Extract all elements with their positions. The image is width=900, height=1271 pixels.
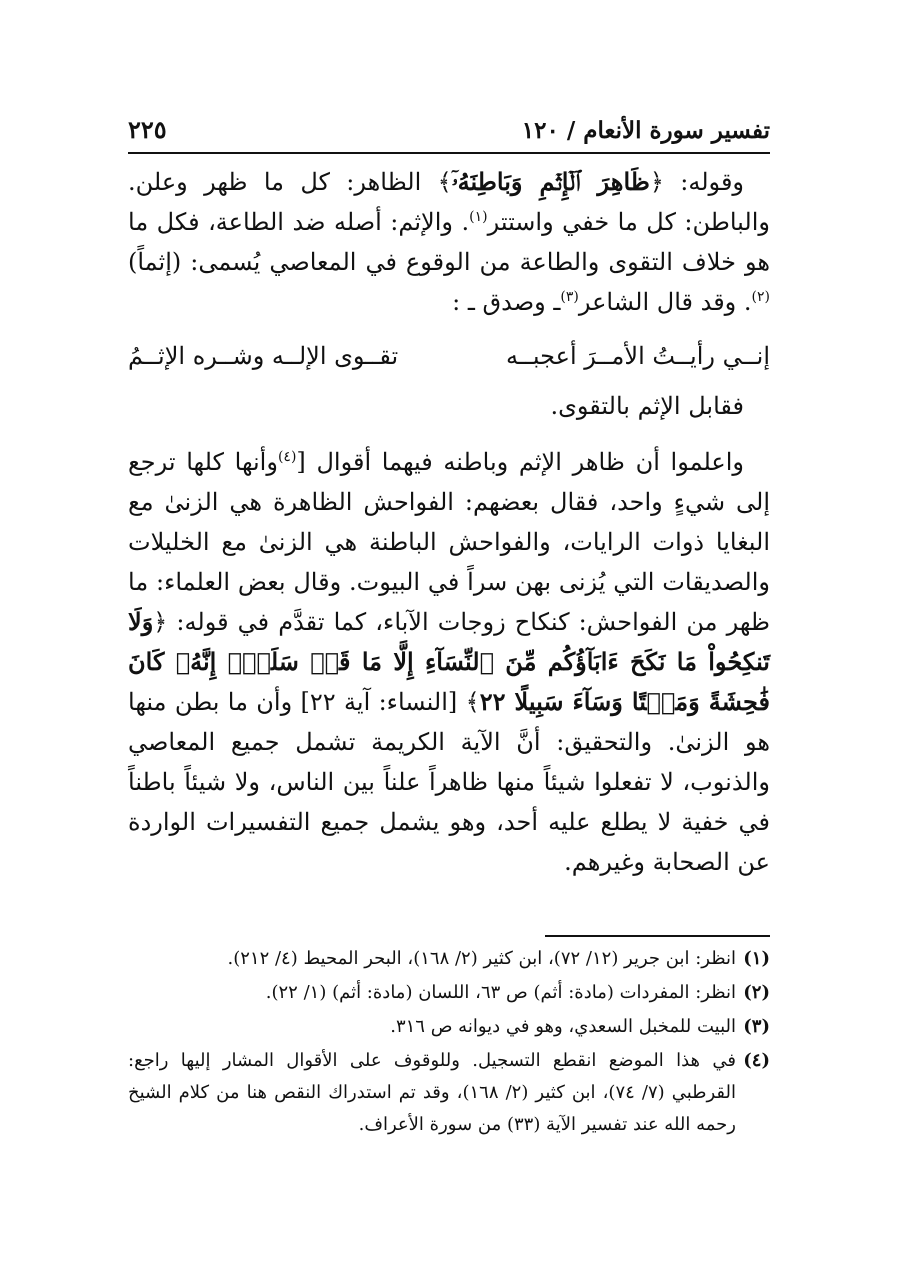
footnote-separator [545, 935, 770, 937]
footnote-text: البيت للمخبل السعدي، وهو في ديوانه ص ٣١٦. [390, 1016, 736, 1037]
p1-text-c: . والإثم: أصله ضد الطاعة، فكل ما هو خلاف التقوى والطاعة من الوقوع في المعاصي يُسمى: (إثماً) [128, 208, 770, 276]
footnote-2 [128, 977, 770, 1009]
footnote-text: في هذا الموضع انقطع التسجيل. وللوقوف على الأقوال المشار إليها راجع: القرطبي (٧/ ٧٤)، ابن كثير (٢/ ١٦٨)، وقد تم استدراك النقص هنا من كلام الشيخ رحمه الله عند تفسير الآية (٣٣) من سورة الأعراف. [128, 1050, 736, 1135]
footnote-number: (٣) [743, 1016, 770, 1037]
paragraph-3 [128, 442, 770, 882]
paragraph-2: فقابل الإثم بالتقوى. [550, 392, 744, 420]
footnote-text: انظر: المفردات (مادة: أثم) ص ٦٣، اللسان (مادة: أثم) (١/ ٢٢). [265, 982, 736, 1003]
verse-first-hemistich: إنــي رأيــتُ الأمــرَ أعجبــه [505, 342, 770, 370]
verse-second-hemistich: تقــوى الإلــه وشــره الإثــمُ [128, 342, 399, 370]
footnote-number: (١) [743, 948, 770, 969]
p1-text-e: ـ وصدق ـ : [452, 288, 561, 316]
paragraph-1 [128, 162, 770, 322]
header-title: تفسير سورة الأنعام / ١٢٠ [521, 117, 770, 144]
footnote-number: (٢) [743, 982, 770, 1003]
quran-quote-1: ظَاهِرَ ٱلۡإِثۡمِ وَبَاطِنَهُۥٓ [451, 167, 650, 196]
poetry-verse [128, 336, 770, 376]
main-text [128, 162, 770, 882]
running-header [128, 100, 770, 154]
p3-text-a: واعلموا أن ظاهر الإثم وباطنه فيهما أقوال [ [296, 448, 744, 476]
p1-text-b: ﴾ الظاهر: كل ما ظهر وعلن. والباطن: كل ما خفي واستتر [128, 168, 770, 236]
p3-text-b: وأنها كلها ترجع إلى شيءٍ واحد، فقال بعضهم: الفواحش الظاهرة هي الزنىٰ مع البغايا ذوات الرايات، والفواحش الباطنة هي الزنىٰ مع الخليلات والصديقات التي يُزنى بهن سراً في البيوت. وقال بعض العلماء: ما ظهر من الفواحش: كنكاح زوجات الآباء، كما تقدَّم في قوله: ﴿ [128, 448, 770, 636]
footnote-ref-1[interactable]: (١) [469, 209, 488, 225]
footnotes [128, 935, 770, 1143]
footnote-ref-3[interactable]: (٣) [560, 289, 579, 305]
footnote-3 [128, 1011, 770, 1043]
footnote-ref-2[interactable]: (٢) [751, 289, 770, 305]
p1-text-d: . وقد قال الشاعر [578, 288, 752, 316]
footnote-number: (٤) [743, 1050, 770, 1071]
page-number: ٢٢٥ [128, 115, 167, 144]
quran-quote-2: وَلَا تَنكِحُواْ مَا نَكَحَ ءَابَآؤُكُم مِّنَ ٱلنِّسَآءِ إِلَّا مَا قَدۡ سَلَفَۚ إِنَّهُۥ كَانَ فَٰحِشَةً وَمَقۡتًا وَسَآءَ سَبِيلًا ٢٢ [128, 607, 771, 716]
p3-text-c: ﴾ [النساء: آية ٢٢] وأن ما بطن منها هو الزنىٰ. والتحقيق: أنَّ الآية الكريمة تشمل جميع المعاصي والذنوب، لا تفعلوا شيئاً منها ظاهراً علناً بين الناس، ولا شيئاً باطناً في خفية لا يطلع عليه أحد، وهو يشمل جميع التفسيرات الواردة عن الصحابة وغيرهم. [128, 688, 770, 876]
footnote-ref-4[interactable]: (٤) [277, 449, 297, 465]
footnote-1 [128, 943, 770, 975]
footnote-text: انظر: ابن جرير (١٢/ ٧٢)، ابن كثير (٢/ ١٦٨)، البحر المحيط (٤/ ٢١٢). [227, 948, 736, 969]
p1-text-a: وقوله: ﴿ [649, 168, 745, 196]
footnote-4 [128, 1045, 770, 1141]
